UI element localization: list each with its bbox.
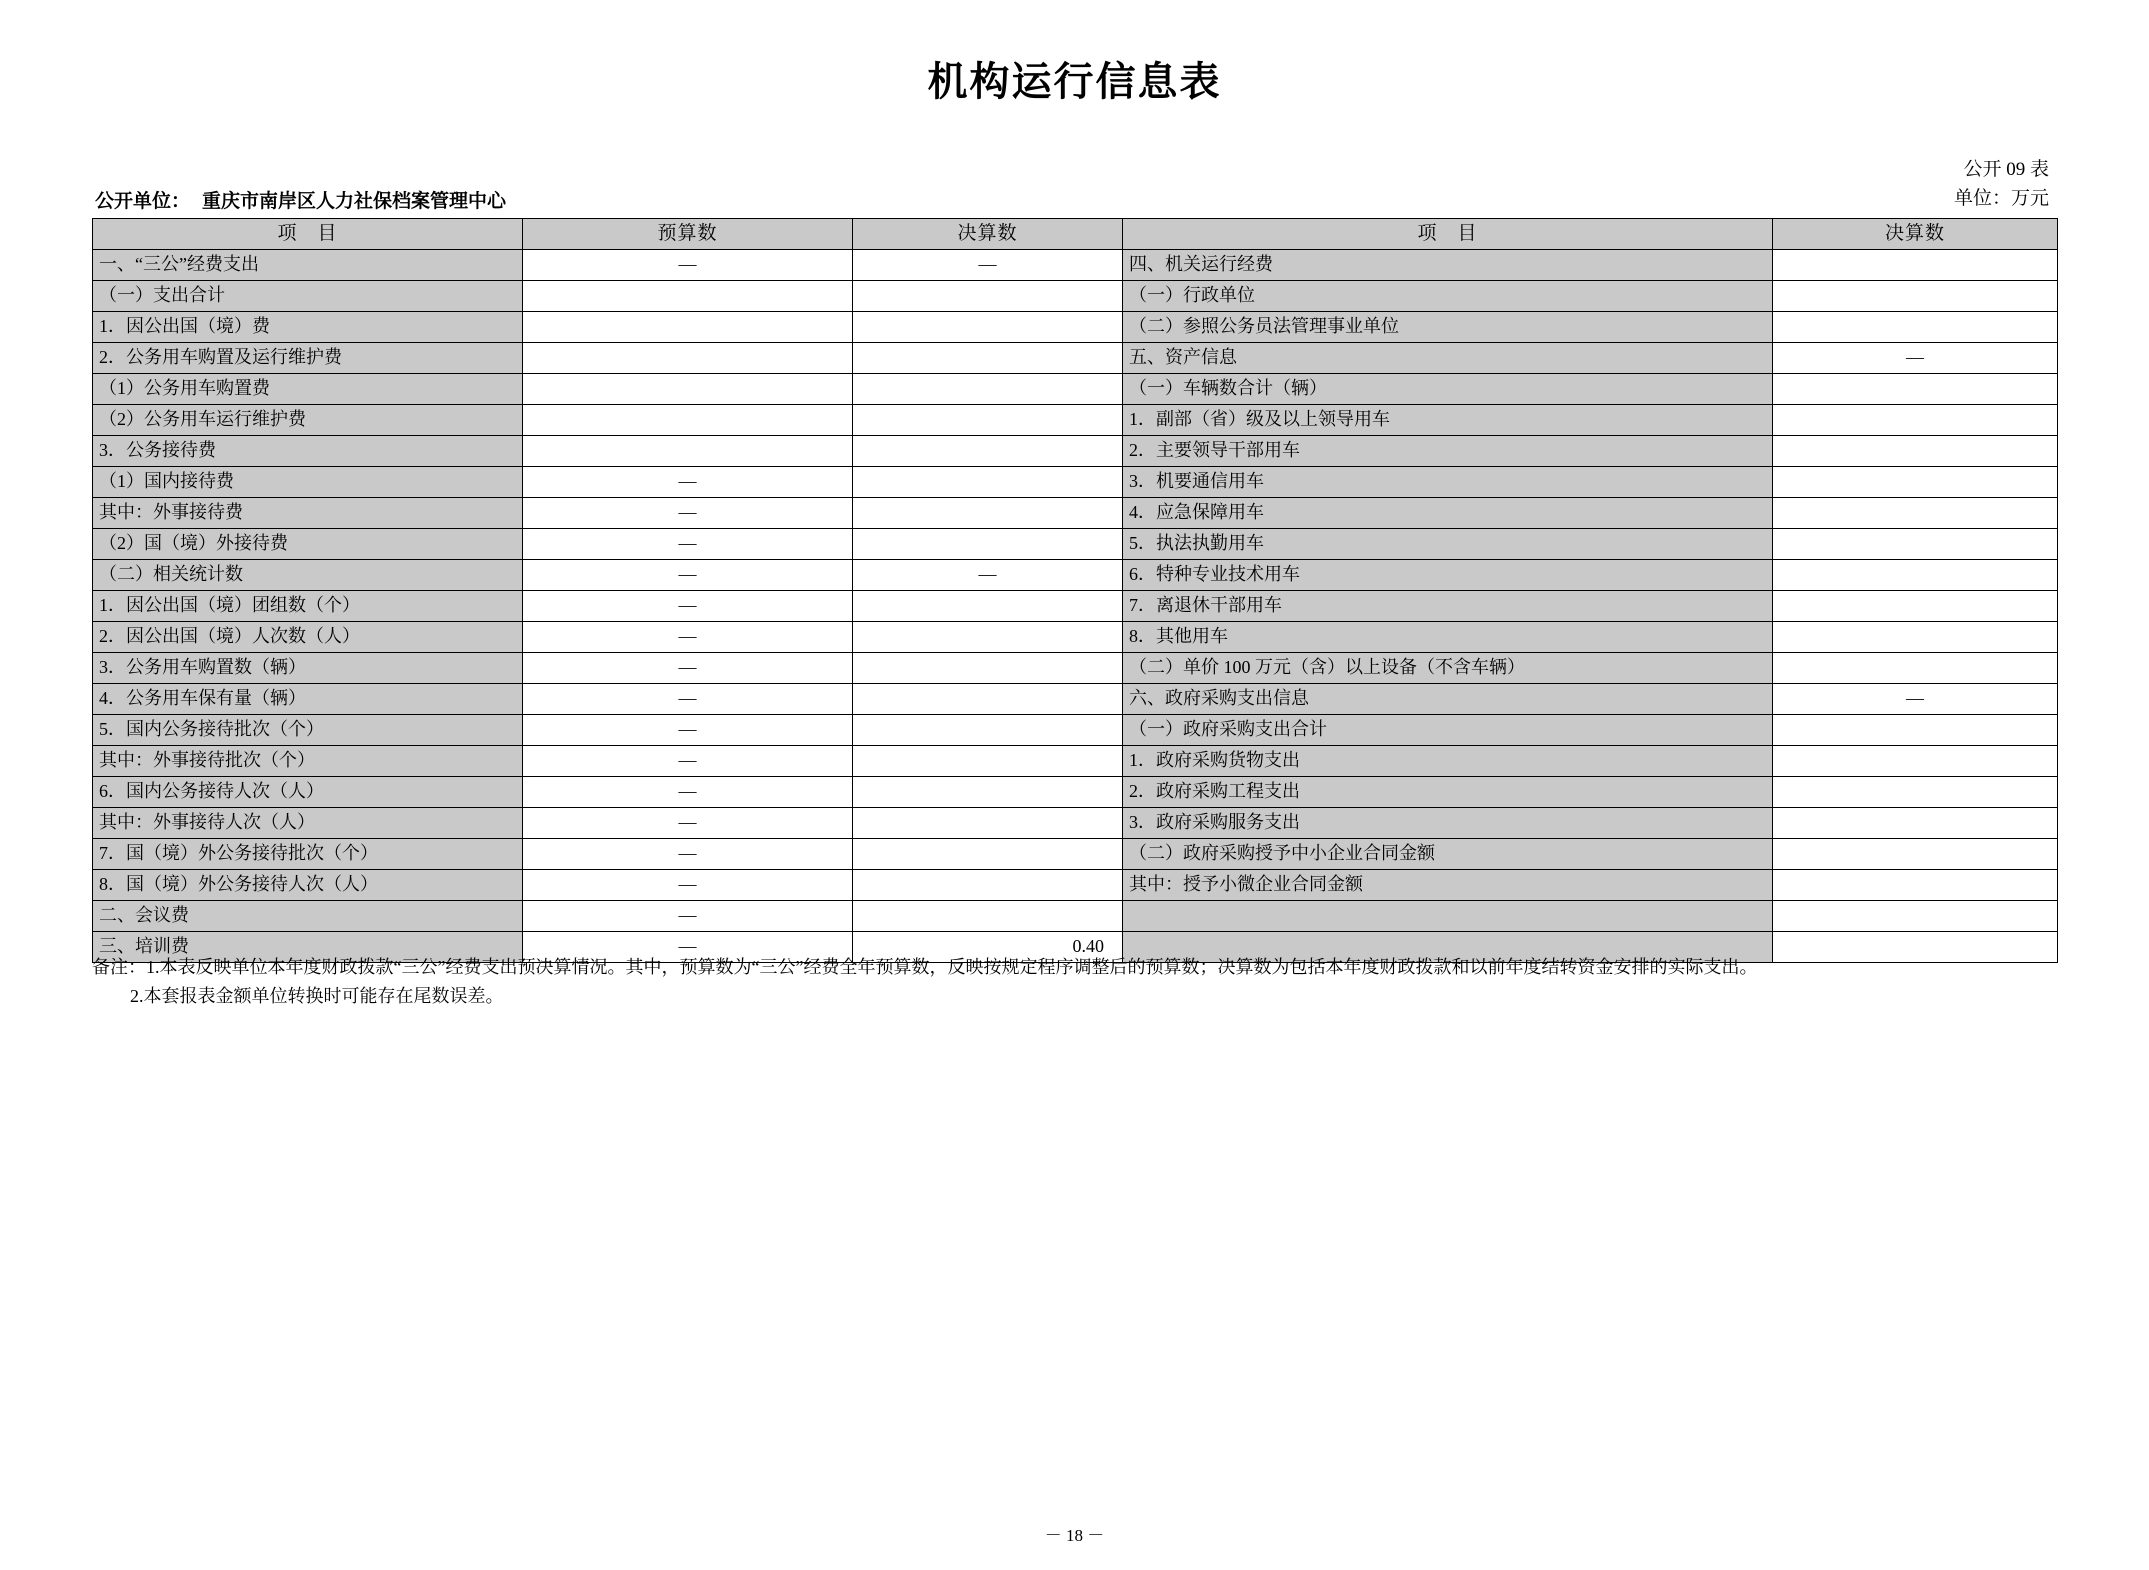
cell-right-final	[1773, 653, 2058, 684]
table-row	[93, 591, 2058, 622]
table-row	[93, 622, 2058, 653]
header-meta-right	[1954, 156, 2049, 213]
cell-right-final	[1773, 436, 2058, 467]
cell-final	[853, 622, 1123, 653]
cell-right-final	[1773, 870, 2058, 901]
cell-right-final	[1773, 405, 2058, 436]
row-label-right: （一）政府采购支出合计	[1123, 715, 1773, 746]
cell-budget: —	[523, 870, 853, 901]
cell-final	[853, 777, 1123, 808]
cell-budget: —	[523, 529, 853, 560]
row-label-right: （二）单价 100 万元（含）以上设备（不含车辆）	[1123, 653, 1773, 684]
cell-right-final	[1773, 281, 2058, 312]
row-label-right: 6．特种专业技术用车	[1123, 560, 1773, 591]
row-label-left: （1）国内接待费	[93, 467, 523, 498]
cell-budget: —	[523, 932, 853, 963]
row-label-left: 其中：外事接待费	[93, 498, 523, 529]
col-header-final: 决算数	[853, 219, 1123, 250]
cell-right-final	[1773, 467, 2058, 498]
cell-budget	[523, 374, 853, 405]
cell-budget	[523, 281, 853, 312]
row-label-left: 1．因公出国（境）费	[93, 312, 523, 343]
row-label-right: （一）行政单位	[1123, 281, 1773, 312]
cell-final: 0.40	[853, 932, 1123, 963]
table-row	[93, 715, 2058, 746]
cell-budget: —	[523, 684, 853, 715]
cell-final	[853, 529, 1123, 560]
row-label-left: （一）支出合计	[93, 281, 523, 312]
cell-budget	[523, 405, 853, 436]
table-row	[93, 870, 2058, 901]
row-label-right: （一）车辆数合计（辆）	[1123, 374, 1773, 405]
cell-final	[853, 591, 1123, 622]
table-row	[93, 374, 2058, 405]
cell-budget: —	[523, 560, 853, 591]
table-body	[93, 250, 2058, 963]
cell-right-final: —	[1773, 343, 2058, 374]
row-label-left: 2．因公出国（境）人次数（人）	[93, 622, 523, 653]
form-number: 公开 09 表	[1963, 159, 2049, 180]
row-label-left: 4．公务用车保有量（辆）	[93, 684, 523, 715]
cell-final	[853, 405, 1123, 436]
row-label-right	[1123, 901, 1773, 932]
row-label-right: 3．机要通信用车	[1123, 467, 1773, 498]
table-note	[92, 953, 2072, 1011]
cell-final	[853, 901, 1123, 932]
table-header-row	[93, 219, 2058, 250]
table-row	[93, 405, 2058, 436]
row-label-left: 3．公务用车购置数（辆）	[93, 653, 523, 684]
amount-unit-label: 单位：万元	[1953, 187, 2049, 209]
row-label-right: 六、政府采购支出信息	[1123, 684, 1773, 715]
col-header-right-final: 决算数	[1773, 219, 2058, 250]
cell-right-final	[1773, 715, 2058, 746]
cell-budget: —	[523, 250, 853, 281]
cell-budget: —	[523, 591, 853, 622]
cell-right-final	[1773, 591, 2058, 622]
cell-final	[853, 467, 1123, 498]
row-label-left: （2）国（境）外接待费	[93, 529, 523, 560]
table-row	[93, 281, 2058, 312]
cell-final	[853, 653, 1123, 684]
row-label-left: （1）公务用车购置费	[93, 374, 523, 405]
col-header-right-item: 项 目	[1123, 219, 1773, 250]
note-line-1: 备注：1.本表反映单位本年度财政拨款“三公”经费支出预决算情况。其中，预算数为“三公”经费全年预算数，反映按规定程序调整后的预算数；决算数为包括本年度财政拨款和以前年度结转资金安排的实际支出。	[92, 957, 1758, 977]
cell-right-final	[1773, 374, 2058, 405]
discloser-line	[95, 186, 506, 213]
row-label-left: 6．国内公务接待人次（人）	[93, 777, 523, 808]
cell-right-final	[1773, 808, 2058, 839]
table-row	[93, 312, 2058, 343]
row-label-left: （二）相关统计数	[93, 560, 523, 591]
cell-right-final: —	[1773, 684, 2058, 715]
table-row	[93, 560, 2058, 591]
row-label-left: 3．公务接待费	[93, 436, 523, 467]
cell-budget: —	[523, 653, 853, 684]
operation-info-table	[92, 218, 2058, 963]
cell-right-final	[1773, 529, 2058, 560]
cell-budget: —	[523, 467, 853, 498]
note-line-2: 2.本套报表金额单位转换时可能存在尾数误差。	[130, 985, 504, 1006]
row-label-left: 其中：外事接待人次（人）	[93, 808, 523, 839]
row-label-right: 4．应急保障用车	[1123, 498, 1773, 529]
cell-right-final	[1773, 250, 2058, 281]
table-row	[93, 746, 2058, 777]
cell-final: —	[853, 560, 1123, 591]
cell-right-final	[1773, 777, 2058, 808]
cell-budget: —	[523, 901, 853, 932]
cell-final	[853, 715, 1123, 746]
cell-final	[853, 281, 1123, 312]
cell-final	[853, 343, 1123, 374]
cell-final	[853, 746, 1123, 777]
cell-right-final	[1773, 839, 2058, 870]
row-label-right: 2．主要领导干部用车	[1123, 436, 1773, 467]
row-label-left: 2．公务用车购置及运行维护费	[93, 343, 523, 374]
cell-budget: —	[523, 746, 853, 777]
table-row	[93, 684, 2058, 715]
row-label-right: 五、资产信息	[1123, 343, 1773, 374]
row-label-left: 三、培训费	[93, 932, 523, 963]
cell-budget: —	[523, 808, 853, 839]
cell-right-final	[1773, 312, 2058, 343]
cell-budget: —	[523, 622, 853, 653]
cell-budget	[523, 436, 853, 467]
cell-right-final	[1773, 560, 2058, 591]
cell-right-final	[1773, 498, 2058, 529]
row-label-right: 1．副部（省）级及以上领导用车	[1123, 405, 1773, 436]
cell-right-final	[1773, 622, 2058, 653]
cell-final	[853, 839, 1123, 870]
table-row	[93, 467, 2058, 498]
table-row	[93, 777, 2058, 808]
cell-final	[853, 870, 1123, 901]
cell-final	[853, 498, 1123, 529]
row-label-left: 8．国（境）外公务接待人次（人）	[93, 870, 523, 901]
page-title: 机构运行信息表	[927, 59, 1222, 104]
table-row	[93, 498, 2058, 529]
row-label-left: 二、会议费	[93, 901, 523, 932]
row-label-left: 5．国内公务接待批次（个）	[93, 715, 523, 746]
row-label-right: 其中：授予小微企业合同金额	[1123, 870, 1773, 901]
table-row	[93, 808, 2058, 839]
col-header-left-item: 项 目	[93, 219, 523, 250]
cell-budget: —	[523, 715, 853, 746]
col-header-budget: 预算数	[523, 219, 853, 250]
row-label-left: 一、“三公”经费支出	[93, 250, 523, 281]
cell-budget	[523, 312, 853, 343]
row-label-right: （二）政府采购授予中小企业合同金额	[1123, 839, 1773, 870]
row-label-right: 1．政府采购货物支出	[1123, 746, 1773, 777]
row-label-right: 四、机关运行经费	[1123, 250, 1773, 281]
cell-final	[853, 436, 1123, 467]
row-label-left: 7．国（境）外公务接待批次（个）	[93, 839, 523, 870]
table-row	[93, 839, 2058, 870]
page-number: － 18 －	[1044, 1526, 1105, 1545]
cell-budget: —	[523, 839, 853, 870]
row-label-right: 7．离退休干部用车	[1123, 591, 1773, 622]
discloser-name: 重庆市南岸区人力社保档案管理中心	[202, 191, 507, 212]
row-label-right: 3．政府采购服务支出	[1123, 808, 1773, 839]
cell-right-final	[1773, 746, 2058, 777]
cell-budget	[523, 343, 853, 374]
row-label-right: 5．执法执勤用车	[1123, 529, 1773, 560]
row-label-left: 1．因公出国（境）团组数（个）	[93, 591, 523, 622]
document-page	[0, 50, 2149, 1570]
row-label-left: （2）公务用车运行维护费	[93, 405, 523, 436]
cell-final	[853, 312, 1123, 343]
table-row	[93, 529, 2058, 560]
row-label-left: 其中：外事接待批次（个）	[93, 746, 523, 777]
table-row	[93, 343, 2058, 374]
cell-final	[853, 684, 1123, 715]
row-label-right: 2．政府采购工程支出	[1123, 777, 1773, 808]
table-row	[93, 901, 2058, 932]
table-row	[93, 653, 2058, 684]
table-row	[93, 436, 2058, 467]
discloser-label: 公开单位：	[95, 191, 191, 212]
cell-budget: —	[523, 498, 853, 529]
cell-right-final	[1773, 901, 2058, 932]
row-label-right: （二）参照公务员法管理事业单位	[1123, 312, 1773, 343]
table-row	[93, 250, 2058, 281]
cell-budget: —	[523, 777, 853, 808]
row-label-right: 8．其他用车	[1123, 622, 1773, 653]
cell-final	[853, 374, 1123, 405]
cell-final: —	[853, 250, 1123, 281]
cell-final	[853, 808, 1123, 839]
